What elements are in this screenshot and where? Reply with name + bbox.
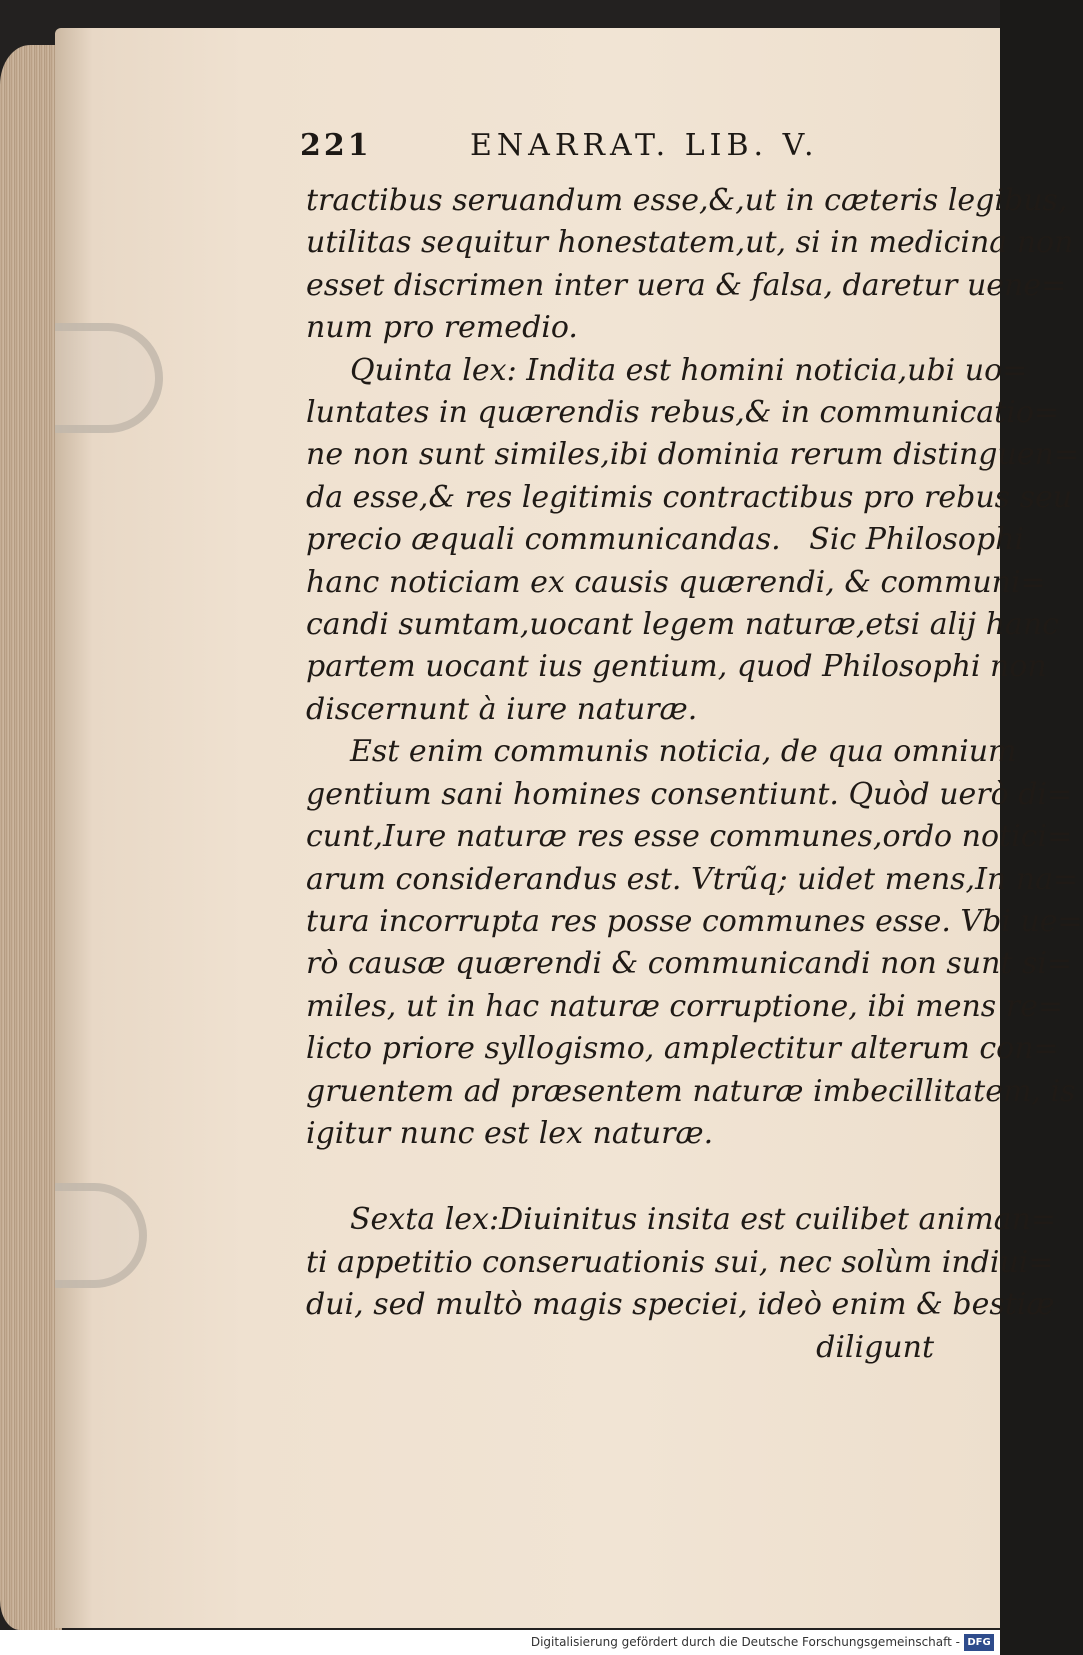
text-line: Est enim communis noticia, de qua omnium: [350, 734, 1017, 770]
text-line: licto priore syllogismo, amplectitur alterum con=: [306, 1031, 1059, 1067]
running-head: ENARRAT. LIB. V.: [470, 128, 819, 163]
text-line: num pro remedio.: [306, 310, 578, 346]
text-line: discernunt à iure naturæ.: [306, 691, 698, 727]
text-line: esset discrimen inter uera & falsa, daretur uene=: [306, 267, 1067, 303]
text-line: tractibus seruandum esse,&,ut in cæteris legibus,: [306, 183, 1068, 218]
text-line: Quinta lex: Indita est homini noticia,ubi uo=: [350, 352, 1028, 388]
text-line: miles, ut in hac naturæ corruptione, ibi mens re=: [306, 988, 1063, 1024]
text-line: gruentem ad præsentem naturæ imbecillitatem, is: [306, 1073, 1076, 1109]
text-line: arum considerandus est. Vtrũq; uidet mens,In na=: [306, 861, 1079, 897]
folio-number: 221: [300, 128, 372, 163]
page-text: [306, 180, 1083, 1369]
catchword: diligunt: [816, 1329, 934, 1365]
digitization-footer: [0, 1630, 1000, 1655]
book-page-edges: [0, 45, 62, 1630]
text-line: utilitas sequitur honestatem,ut, si in medicina non: [306, 225, 1074, 261]
text-line: precio æquali communicandas. Sic Philosophi: [306, 522, 1025, 558]
paragraph-gap: [306, 1155, 936, 1199]
paragraph-3: [306, 731, 1083, 1155]
page-clip-bottom: [55, 1183, 147, 1288]
paragraph-1: [306, 180, 1074, 350]
footer-credit: Digitalisierung gefördert durch die Deutsche Forschungsgemeinschaft -: [530, 1635, 960, 1649]
text-line: cunt,Iure naturæ res esse communes,ordo notici=: [306, 819, 1073, 855]
paragraph-4: [306, 1199, 1057, 1326]
dfg-logo-icon: DFG: [964, 1634, 994, 1651]
text-line: tura incorrupta res posse communes esse. Vbi ue=: [306, 903, 1083, 939]
page-clip-top: [55, 323, 163, 433]
text-line: gentium sani homines consentiunt. Quòd uerò di=: [306, 776, 1073, 812]
text-line: da esse,& res legitimis contractibus pro rebus seu: [306, 479, 1073, 515]
text-line: dui, sed multò magis speciei, ideò enim & bestiæ: [306, 1287, 1055, 1323]
text-line: hanc noticiam ex causis quærendi, & communi=: [306, 564, 1046, 600]
text-line: candi sumtam,uocant legem naturæ,etsi alij hanc: [306, 607, 1059, 643]
text-line: ti appetitio conseruationis sui, nec solùm indiui=: [306, 1244, 1054, 1280]
text-line: igitur nunc est lex naturæ.: [306, 1115, 714, 1151]
paragraph-2: [306, 350, 1080, 732]
page-header: [300, 128, 940, 168]
text-line: Sexta lex:Diuinitus insita est cuilibet animan=: [350, 1202, 1057, 1238]
text-line: luntates in quærendis rebus,& in communicatio=: [306, 395, 1060, 431]
text-line: partem uocant ius gentium, quod Philosophi non: [306, 649, 1047, 685]
text-line: rò causæ quærendi & communicandi non sunt si=: [306, 946, 1073, 982]
text-line: ne non sunt similes,ibi dominia rerum distinguen=: [306, 437, 1080, 473]
